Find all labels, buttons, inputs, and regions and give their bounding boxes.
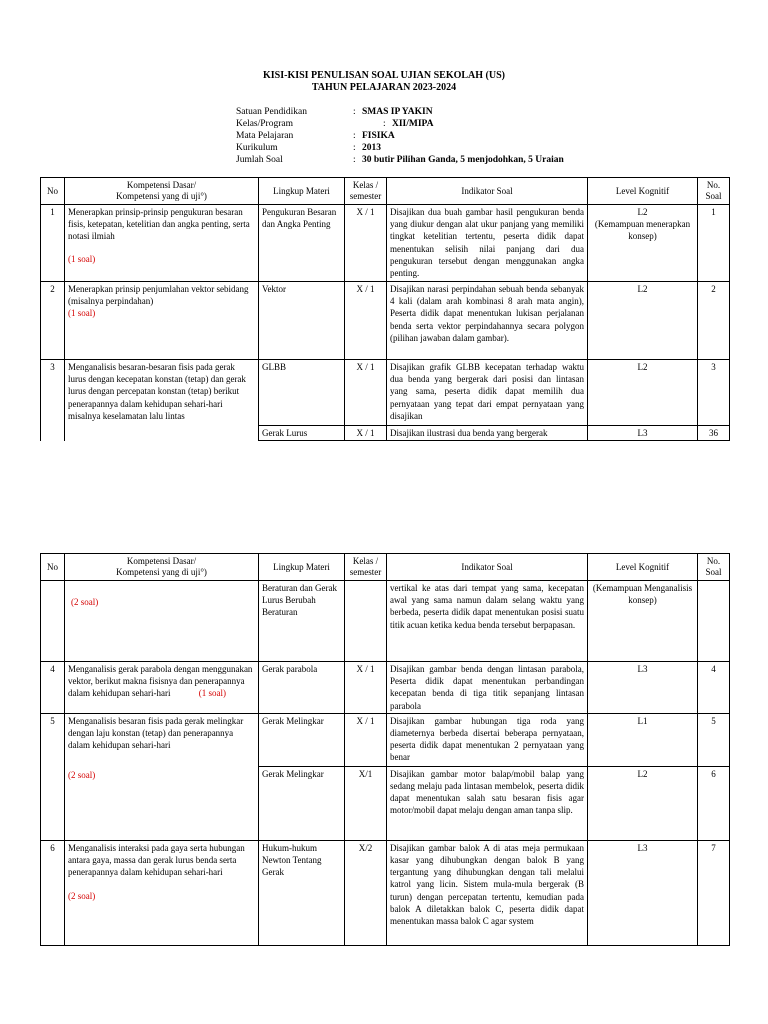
table-row — [41, 581, 730, 662]
meta-label: Kurikulum — [236, 143, 278, 153]
cell-nosoal: 6 — [698, 766, 730, 840]
cell-no — [41, 581, 65, 662]
cell-lingkup: GLBB — [259, 360, 345, 426]
cell-level: L2 — [588, 766, 698, 840]
cell-kompetensi — [65, 205, 259, 282]
cell-kelas: X / 1 — [345, 662, 387, 714]
kompetensi-text: Menerapkan prinsip penjumlahan vektor sebidang (misalnya perpindahan) — [68, 284, 249, 307]
table-row — [41, 713, 730, 766]
soal-count: (2 soal) — [68, 770, 96, 781]
cell-kelas — [345, 581, 387, 662]
document-title: KISI-KISI PENULISAN SOAL UJIAN SEKOLAH (US) — [262, 70, 505, 81]
col-header-indikator: Indikator Soal — [387, 178, 588, 205]
cell-kompetensi — [65, 282, 259, 360]
table-row — [41, 840, 730, 945]
col-header-nosoal — [698, 178, 730, 205]
cell-kompetensi — [65, 581, 259, 662]
cell-lingkup: Vektor — [259, 282, 345, 360]
meta-label: Satuan Pendidikan — [236, 107, 307, 117]
level-desc: (Kemampuan menerapkan konsep) — [594, 219, 691, 242]
cell-kelas: X / 1 — [345, 713, 387, 766]
col-header-kelas-line1: Kelas / — [352, 556, 379, 566]
col-header-nosoal — [698, 554, 730, 581]
cell-nosoal: 3 — [698, 360, 730, 426]
col-header-kelas-line2: semester — [349, 191, 382, 201]
cell-kelas: X/2 — [345, 840, 387, 945]
cell-lingkup: Hukum-hukum Newton Tentang Gerak — [259, 840, 345, 945]
table-row — [41, 662, 730, 714]
soal-count: (2 soal) — [71, 597, 99, 607]
col-header-indikator: Indikator Soal — [387, 554, 588, 581]
col-header-kelas-line2: semester — [349, 567, 382, 577]
col-header-kompetensi — [65, 554, 259, 581]
col-header-no: No — [41, 554, 65, 581]
cell-kelas: X / 1 — [345, 282, 387, 360]
table-row — [41, 282, 730, 360]
cell-kompetensi — [65, 713, 259, 840]
meta-colon: : — [353, 143, 356, 153]
col-header-kelas — [345, 554, 387, 581]
cell-kelas: X / 1 — [345, 426, 387, 441]
cell-lingkup: Pengukuran Besaran dan Angka Penting — [259, 205, 345, 282]
meta-value: XII/MIPA — [392, 119, 434, 129]
table-row — [41, 360, 730, 426]
cell-nosoal: 4 — [698, 662, 730, 714]
cell-level: (Kemampuan Menganalisis konsep) — [588, 581, 698, 662]
meta-label: Jumlah Soal — [236, 155, 283, 165]
cell-lingkup: Gerak parabola — [259, 662, 345, 714]
kisi-kisi-table-2 — [40, 553, 730, 946]
kompetensi-text: Menganalisis interaksi pada gaya serta hubungan antara gaya, massa dan gerak lurus benda serta penerapannya dalam kehidupan sehari-hari — [68, 842, 245, 878]
cell-nosoal: 2 — [698, 282, 730, 360]
col-header-kompetensi — [65, 178, 259, 205]
soal-count: (1 soal) — [68, 308, 96, 319]
cell-kelas: X / 1 — [345, 205, 387, 282]
col-header-kompetensi-line2: Kompetensi yang di uji°) — [116, 567, 207, 577]
cell-nosoal: 7 — [698, 840, 730, 945]
cell-kompetensi — [65, 662, 259, 714]
cell-indikator: vertikal ke atas dari tempat yang sama, kecepatan awal yang sama namun dalam selang waktu yang berbeda, peserta didik dapat menentukan posisi suatu titik acuan ketika kedua benda tersebut berpapasan. — [387, 581, 588, 662]
col-header-kelas — [345, 178, 387, 205]
meta-colon: : — [383, 119, 386, 129]
col-header-kompetensi-line1: Kompetensi Dasar/ — [126, 556, 197, 566]
meta-label: Kelas/Program — [236, 119, 293, 129]
table-header-row — [41, 554, 730, 581]
cell-indikator: Disajikan dua buah gambar hasil pengukuran benda yang diukur dengan alat ukur panjang yang memiliki tingkat ketelitian tertentu, peserta didik dapat menentukan selisih nilai panjang dari dua pengukuran tersebut dengan menggunakan angka penting. — [387, 205, 588, 282]
cell-no: 5 — [41, 713, 65, 840]
cell-level: L3 — [588, 662, 698, 714]
table-header-row — [41, 178, 730, 205]
col-header-nosoal-line2: Soal — [705, 567, 722, 577]
kompetensi-text: Menganalisis gerak parabola dengan menggunakan vektor, berikut makna fisisnya dan penerapannya dalam kehidupan sehari-hari — [68, 664, 253, 699]
level-code: L2 — [637, 207, 648, 217]
cell-nosoal: 36 — [698, 426, 730, 441]
meta-label: Mata Pelajaran — [236, 131, 294, 141]
meta-colon: : — [353, 107, 356, 117]
cell-level: L3 — [588, 426, 698, 441]
col-header-lingkup: Lingkup Materi — [259, 554, 345, 581]
cell-no: 1 — [41, 205, 65, 282]
cell-kelas: X/1 — [345, 766, 387, 840]
cell-no: 2 — [41, 282, 65, 360]
cell-indikator: Disajikan gambar benda dengan lintasan parabola, Peserta didik dapat menentukan perbandingan kecepatan benda di tiga titik sepanjang lintasan parabola — [387, 662, 588, 714]
meta-value: 2013 — [362, 143, 381, 153]
soal-count: (2 soal) — [68, 891, 96, 902]
cell-indikator: Disajikan gambar balok A di atas meja permukaan kasar yang dihubungkan dengan balok B yang tergantung yang dihubungkan dengan tali melalui katrol yang licin. Sistem mula-mula bergerak (B turun) dengan percepatan tertentu, kemudian pada balok A diletakkan balok C, peserta didik dapat menentukan massa balok C agar system — [387, 840, 588, 945]
cell-indikator: Disajikan grafik GLBB kecepatan terhadap waktu dua benda yang bergerak dari posisi dan lintasan yang sama, peserta didik dapat memilih dua pernyataan yang tepat dari empat pernyataan yang disajikan — [387, 360, 588, 426]
col-header-nosoal-line2: Soal — [705, 191, 722, 201]
cell-nosoal: 5 — [698, 713, 730, 766]
cell-no: 6 — [41, 840, 65, 945]
cell-level: L3 — [588, 840, 698, 945]
col-header-level: Level Kognitif — [588, 178, 698, 205]
meta-value: 30 butir Pilihan Ganda, 5 menjodohkan, 5 Uraian — [362, 155, 564, 165]
cell-no: 3 — [41, 360, 65, 441]
meta-value: FISIKA — [362, 131, 395, 141]
meta-value: SMAS IP YAKIN — [362, 107, 433, 117]
cell-indikator: Disajikan narasi perpindahan sebuah benda sebanyak 4 kali (dalam arah kombinasi 8 arah mata angin), Peserta didik dapat menentukan lukisan perjalanan benda serta vektor perpindahannya secara polygon (pilihan jawaban dalam gambar). — [387, 282, 588, 360]
col-header-kompetensi-line2: Kompetensi yang di uji°) — [116, 191, 207, 201]
cell-level — [588, 205, 698, 282]
soal-count: (1 soal) — [198, 688, 226, 699]
col-header-level: Level Kognitif — [588, 554, 698, 581]
cell-level: L1 — [588, 713, 698, 766]
table-row — [41, 205, 730, 282]
cell-level: L2 — [588, 282, 698, 360]
col-header-lingkup: Lingkup Materi — [259, 178, 345, 205]
kompetensi-text: Menganalisis besaran fisis pada gerak melingkar dengan laju konstan (tetap) dan penerapannya dalam kehidupan sehari-hari — [68, 715, 244, 751]
col-header-kompetensi-line1: Kompetensi Dasar/ — [126, 180, 197, 190]
cell-indikator: Disajikan ilustrasi dua benda yang bergerak — [387, 426, 588, 441]
cell-nosoal — [698, 581, 730, 662]
meta-colon: : — [353, 155, 356, 165]
col-header-nosoal-line1: No. — [706, 180, 721, 190]
cell-kompetensi: Menganalisis besaran-besaran fisis pada gerak lurus dengan kecepatan konstan (tetap) dan gerak lurus dengan percepatan konstan (tetap) berikut penerapannya dalam kehidupan sehari-hari misalnya keselamatan lalu lintas — [65, 360, 259, 441]
cell-nosoal: 1 — [698, 205, 730, 282]
cell-lingkup: Gerak Melingkar — [259, 766, 345, 840]
cell-level: L2 — [588, 360, 698, 426]
cell-kompetensi — [65, 840, 259, 945]
meta-colon: : — [353, 131, 356, 141]
soal-count: (1 soal) — [68, 253, 96, 264]
cell-lingkup: Beraturan dan Gerak Lurus Berubah Beraturan — [259, 581, 345, 662]
cell-kelas: X / 1 — [345, 360, 387, 426]
cell-indikator: Disajikan gambar motor balap/mobil balap yang sedang melaju pada lintasan membelok, peserta didik dapat menentukan salah satu besaran fisis agar motor/mobil dapat melaju dengan aman tanpa slip. — [387, 766, 588, 840]
document-subtitle: TAHUN PELAJARAN 2023-2024 — [311, 82, 457, 93]
cell-lingkup: Gerak Lurus — [259, 426, 345, 441]
col-header-no: No — [41, 178, 65, 205]
kompetensi-text: Menerapkan prinsip-prinsip pengukuran besaran fisis, ketepatan, ketelitian dan angka penting, serta notasi ilmiah — [68, 207, 250, 242]
cell-no: 4 — [41, 662, 65, 714]
cell-lingkup: Gerak Melingkar — [259, 713, 345, 766]
cell-indikator: Disajikan gambar hubungan tiga roda yang diameternya berbeda disertai beberapa pernyataan, peserta didik dapat menentukan 2 pernyataan yang benar — [387, 713, 588, 766]
col-header-nosoal-line1: No. — [706, 556, 721, 566]
col-header-kelas-line1: Kelas / — [352, 180, 379, 190]
kisi-kisi-table-1 — [40, 177, 730, 441]
